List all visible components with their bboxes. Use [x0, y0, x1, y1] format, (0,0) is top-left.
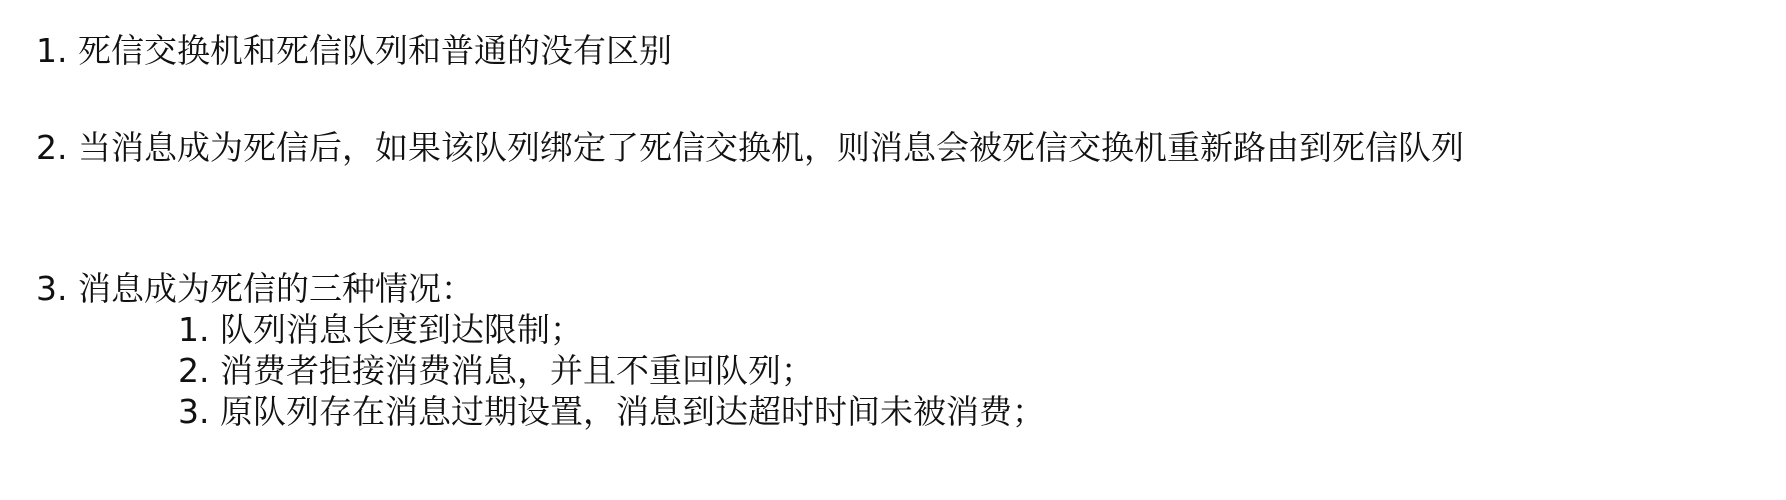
- point-1: 1. 死信交换机和死信队列和普通的没有区别: [36, 31, 672, 70]
- list-item: 1. 队列消息长度到达限制；: [178, 310, 583, 349]
- dead-letter-cases-list: [178, 309, 1045, 432]
- point-2: 2. 当消息成为死信后，如果该队列绑定了死信交换机，则消息会被死信交换机重新路由到死信队列: [36, 128, 1464, 167]
- list-item: 3. 原队列存在消息过期设置，消息到达超时时间未被消费；: [178, 392, 1045, 431]
- point-3: 3. 消息成为死信的三种情况：: [36, 269, 474, 308]
- list-item: 2. 消费者拒接消费消息，并且不重回队列；: [178, 351, 814, 390]
